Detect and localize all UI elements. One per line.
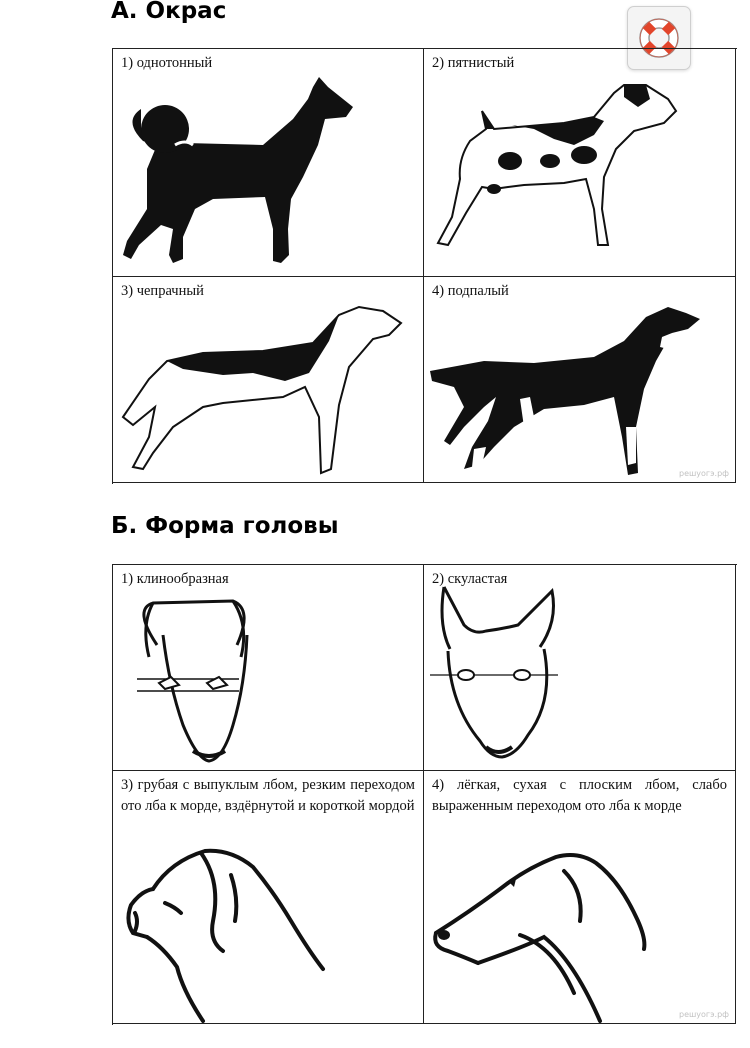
spotted-dog-illustration xyxy=(424,49,736,277)
cell-tan-pointed xyxy=(424,277,736,483)
cell-solid xyxy=(113,49,424,277)
cell-label: 4) подпалый xyxy=(432,283,509,299)
cell-label: 2) пятнистый xyxy=(432,55,515,71)
section-a-title: А. Окрас xyxy=(111,0,227,24)
tan-pointed-dog-illustration xyxy=(424,277,736,483)
coat-color-table xyxy=(112,48,737,484)
cell-label: 3) грубая с выпуклым лбом, резким переходом ото лба к морде, вздёрнутой и короткой мордой xyxy=(121,777,415,814)
cell-saddle xyxy=(113,277,424,483)
cell-light xyxy=(424,771,736,1024)
cell-label: 3) чепрачный xyxy=(121,283,204,299)
cell-wedge xyxy=(113,565,424,771)
cell-coarse xyxy=(113,771,424,1024)
coarse-head-illustration xyxy=(113,771,424,1024)
solid-dog-illustration xyxy=(113,49,424,277)
section-b-title: Б. Форма головы xyxy=(111,513,339,539)
cell-cheeky xyxy=(424,565,736,771)
cell-label: 1) однотонный xyxy=(121,55,213,71)
head-shape-table xyxy=(112,564,737,1025)
cell-label: 2) скуластая xyxy=(432,571,508,587)
cell-label: 4) лёгкая, сухая с плоским лбом, слабо выраженным переходом ото лба к морде xyxy=(432,777,727,814)
cell-spotted xyxy=(424,49,736,277)
light-head-illustration xyxy=(424,771,736,1024)
watermark: решуогэ.рф xyxy=(678,469,729,478)
cell-label: 1) клинообразная xyxy=(121,571,229,587)
cheeky-head-illustration xyxy=(424,565,736,771)
saddle-dog-illustration xyxy=(113,277,424,483)
wedge-head-illustration xyxy=(113,565,424,771)
watermark: решуогэ.рф xyxy=(678,1010,729,1019)
